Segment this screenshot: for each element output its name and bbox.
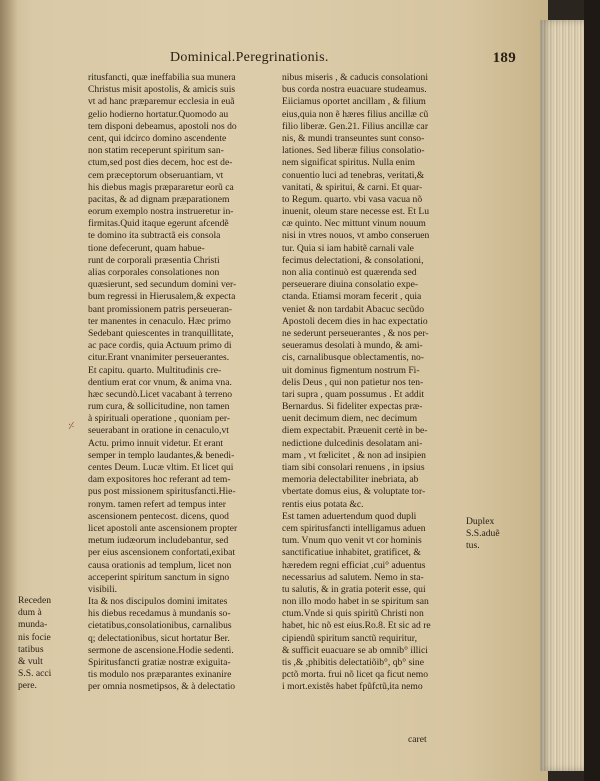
text-line: ritusfancti, quæ ineffabilia sua munera [88, 72, 236, 83]
text-line: te domino ita subtractã eis consola [88, 230, 221, 242]
text-line: conuentio luci ad tenebras, veritati,& [282, 169, 425, 181]
text-line: non illo modo habet in se spiritum san [282, 596, 429, 608]
text-line: alias corporales consolationes non [88, 267, 220, 278]
text-line: cem spiritusfancti intelligamus aduen [282, 522, 426, 534]
text-line: Est tamen aduertendum quod dupli [282, 510, 417, 522]
text-line: pus post missionem spiritusfancti.Hie- [88, 486, 236, 498]
margin-note-line: dum à [18, 607, 42, 619]
text-line: seueramus desolati à mundo, & ami- [282, 340, 423, 352]
text-line: rum cura, & sollicitudine, non tamen [88, 401, 230, 413]
text-line: mam , vt fœlicitet , & non ad insipien [282, 449, 426, 461]
text-line: nisi in vtres nouos, vt ambo conseruen [282, 230, 430, 242]
text-line: ronym. tamen refert ad tempus inter [88, 498, 226, 510]
text-line: tum. Vnum quo venit vt cor hominis [282, 535, 422, 547]
text-line: cipiendũ spiritum sanctũ requiritur, [282, 632, 417, 644]
page-header [170, 50, 530, 72]
text-line: quæsierunt, sed secundum domini ver- [88, 279, 237, 291]
margin-note-line: nis focie [18, 631, 51, 643]
text-line: seuerabant in oratione in cenaculo,vt [88, 425, 229, 437]
text-line: eius,quia non ẽ hæres filius ancillæ cũ [282, 108, 429, 120]
text-line: tem disponi debeamus, apostoli nos do [88, 120, 237, 132]
text-line: tiam sibi consolari renuens , in ipsius [282, 462, 425, 473]
text-line: nis, & mundi transeuntes sunt conso- [282, 132, 425, 144]
text-line: i mort.existẽs habet fpũfctũ,ita nemo [282, 681, 423, 693]
text-line: cem præceptorum obseruantiam, vt [88, 169, 224, 181]
text-line: Ita & nos discipulos domini imitates [88, 596, 228, 608]
margin-note-line: munda- [18, 619, 48, 631]
text-line: ctum,sed post dies decem, hoc est de- [88, 157, 233, 169]
text-line: vbertate domus eius, & voluptate tor- [282, 486, 426, 498]
text-line: perseuerare diuina consolatio expe- [282, 279, 419, 291]
text-line: citur.Erant vnanimiter perseuerantes. [88, 352, 230, 364]
text-line: ctanda. Etiamsi moram fecerit , quia [282, 291, 422, 303]
margin-note-line: & vult [18, 655, 43, 667]
text-line: runt de corporali præsentia Christi [88, 254, 220, 266]
text-line: pacitas, & ad dignam præparationem [88, 193, 230, 205]
text-line: rentis eius potata &c. [282, 498, 364, 510]
text-line: acceperint spiritum sanctum in signo [88, 571, 230, 583]
text-line: cent, qui idcirco domino ascendente [88, 132, 227, 144]
text-line: sermone de ascensione.Hodie sedenti. [88, 644, 234, 656]
text-line: tari supra , quam possumus . Et addit [282, 388, 425, 400]
text-line: nibus miseris , & caducis consolationi [282, 72, 429, 83]
text-line: Eiiciamus oportet ancillam , & filium [282, 96, 426, 108]
text-line: cietatibus,consolationibus, carnalibus [88, 620, 232, 632]
text-line: Et capitu. quarto. Multitudinis cre- [88, 364, 222, 376]
text-line: filio liberæ. Gen.21. Filius ancillæ car [282, 120, 429, 132]
text-line: semper in templo laudantes,& benedi- [88, 449, 235, 461]
text-line: tu salutis, & in gratia poterit esse, qui [282, 583, 426, 595]
text-line: ctum.Vnde si quis spiritũ Christi non [282, 608, 424, 620]
right-margin-note [466, 516, 526, 553]
text-line: à spirituali operatione , quoniam per- [88, 413, 231, 425]
margin-note-line: pere. [18, 680, 37, 692]
running-title: Dominical.Peregrinationis. [170, 50, 329, 65]
margin-note-line: tatibus [18, 643, 44, 655]
text-line: tis ,& ,phibitis delectatiõib°, qb° sine [282, 657, 424, 668]
text-line: tione defecerunt, quam habue- [88, 242, 205, 254]
text-line: memoria delectabiliter inebriata, ab [282, 474, 419, 486]
text-line: gelio hodierno hortatur.Quomodo au [88, 108, 229, 120]
text-line: his diebus magis præpararetur eorũ ca [88, 181, 234, 193]
text-line: Apostoli decem dies in hac expectatio [282, 315, 428, 327]
text-line: Actu. primo innuit videtur. Et erant [88, 437, 224, 449]
right-text-column [282, 72, 446, 694]
text-line: causa orationis ad templum, licet non [88, 559, 232, 571]
text-line: per omnia nosmetipsos, & à delectatio [88, 681, 236, 693]
text-line: non statim receperunt spiritum san- [88, 145, 224, 157]
text-line: pctõ morta. frui nõ licet qa ficut nemo [282, 669, 428, 681]
text-line: delis Deus , qui non patietur nos ten- [282, 376, 424, 388]
text-line: uenit decimum diem, nec decimum [282, 413, 418, 425]
text-line: nedictione dulcedinis desolatam ani- [282, 437, 423, 449]
manuscript-mark: ⸓ [68, 421, 75, 432]
text-line: inuenit, oleum stare necesse est. Et Lu [282, 206, 430, 218]
text-line: Christus misit apostolis, & amicis suis [88, 84, 236, 96]
text-line: Bernardus. Si fideliter expectas præ- [282, 401, 423, 413]
text-line: Spiritusfancti gratiæ nostræ exiguita- [88, 657, 231, 668]
text-line: per eius ascensionem confortati,exibat [88, 547, 236, 559]
text-line: nem significat spiritus. Nulla enim [282, 157, 415, 169]
text-line: to Regum. quarto. vbi vasa vacua nõ [282, 193, 423, 205]
margin-note-line: tus. [466, 540, 480, 552]
text-line: tur. Quia si iam habitẽ carnali vale [282, 242, 414, 254]
text-line: cæ quinto. Nec mittunt vinum nouum [282, 218, 426, 230]
text-line: firmitas.Quid itaque egerunt afcendẽ [88, 218, 229, 230]
book-cover-edge [584, 0, 600, 781]
catchword: caret [408, 734, 427, 745]
text-line: licet apostoli ante ascensionem propter [88, 522, 238, 534]
text-line: veniet & non tardabit Abacuc secũdo [282, 303, 424, 315]
text-line: cis, carnalibusque oblectamentis, no- [282, 352, 424, 364]
text-line: lationes. Sed liberæ filius consolatio- [282, 145, 425, 157]
text-line: vanitati, & spiritui, & carni. Et quar- [282, 181, 423, 193]
margin-note-line: Receden [18, 595, 52, 606]
text-line: hæredem regni efficiat ,cui° aduentus [282, 559, 426, 571]
text-line: uit dominus figmentum nostrum Fi- [282, 364, 420, 376]
text-line: bant promissionem patris perseueran- [88, 303, 233, 315]
margin-note-line: Duplex [466, 516, 495, 527]
text-line: ter manentes in cenaculo. Hæc primo [88, 315, 231, 327]
text-line: dam expositores hoc referant ad tem- [88, 474, 231, 486]
left-margin-note [18, 595, 84, 693]
text-line: & sufficit euacuare se ab omnib° illici [282, 644, 428, 656]
margin-note-line: S.S.aduẽ [466, 528, 500, 540]
text-line: sanctificatiue inhabitet, gratificet, & [282, 547, 421, 559]
text-line: hæc secundò.Licet vacabant à terreno [88, 388, 233, 400]
text-line: visibili. [88, 583, 118, 595]
text-line: ne sederunt perseuerantes , & nos per- [282, 327, 429, 339]
gutter-shadow [0, 0, 18, 781]
text-line: tis modulo nos præparantes exinanire [88, 669, 232, 681]
text-line: diem expectabit. Præuenit certè in be- [282, 425, 428, 437]
text-line: habet, hic nõ est eius.Ro.8. Et sic ad re [282, 620, 431, 632]
text-line: centes Deum. Lucæ vltim. Et licet qui [88, 462, 234, 473]
text-line: vt ad hanc præparemur ecclesia in euã [88, 96, 235, 108]
text-line: ascensionem pentecost. dicens, quod [88, 510, 229, 522]
left-text-column [88, 72, 270, 694]
text-line: ac pace cordis, quia Actuum primo di [88, 340, 232, 352]
text-line: bum regressi in Hierusalem,& expecta [88, 291, 236, 303]
text-line: Sedebant quiescentes in tranquillitate, [88, 327, 234, 339]
text-line: necessarius ad salutem. Nemo in sta- [282, 571, 424, 583]
margin-note-line: S.S. acci [18, 668, 52, 680]
text-line: his diebus recedamus à mundanis so- [88, 608, 231, 620]
text-line: eorum exemplo nostra instrueretur in- [88, 206, 234, 218]
page-number: 189 [492, 50, 516, 66]
text-line: q; delectationibus, sicut hortatur Ber. [88, 632, 230, 644]
text-line: bus corda nostra euacuare studeamus. [282, 84, 427, 96]
text-line: metum iudæorum includebantur, sed [88, 535, 229, 547]
text-line: fecimus delectationi, & consolationi, [282, 254, 424, 266]
text-line: dentium erat cor vnum, & anima vna. [88, 376, 232, 388]
text-line: non alia continuò est quærenda sed [282, 267, 417, 278]
